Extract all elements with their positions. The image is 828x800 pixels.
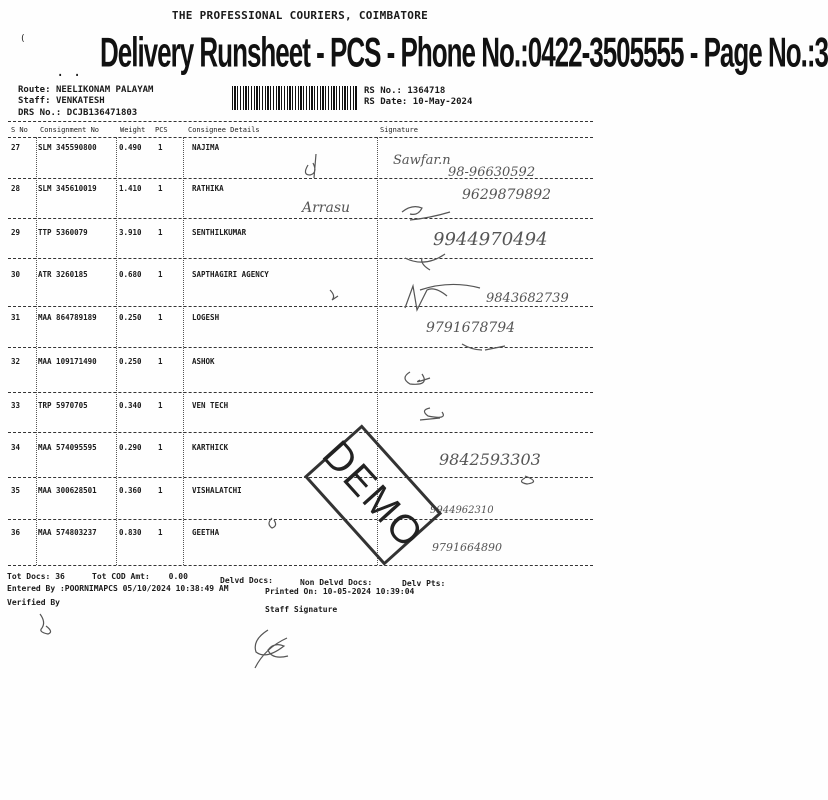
handwritten-phone: 9944962310 — [430, 505, 494, 516]
row-pcs: 1 — [158, 270, 163, 279]
row-consignment: SLM 345610019 — [38, 184, 97, 193]
rs-date-value: 10-May-2024 — [412, 97, 473, 107]
row-consignee: SAPTHAGIRI AGENCY — [192, 270, 269, 279]
delv-pts-label: Delv Pts: — [402, 579, 446, 588]
row-sno: 35 — [11, 486, 21, 495]
handwritten-phone: 9791678794 — [426, 320, 516, 336]
col-weight: Weight — [120, 126, 146, 134]
tot-cod-value: 0.00 — [168, 572, 188, 581]
row-pcs: 1 — [158, 486, 163, 495]
rs-date-line: RS Date: 10-May-2024 — [364, 97, 473, 107]
signature-scribble — [521, 476, 533, 484]
signature-scribble — [420, 408, 443, 420]
row-consignee: LOGESH — [192, 313, 220, 322]
col-consignment: Consignment No — [40, 126, 100, 134]
row-weight: 0.250 — [119, 313, 142, 322]
row-consignment: TRP 5970705 — [38, 401, 88, 410]
row-weight: 0.340 — [119, 401, 142, 410]
row-weight: 3.910 — [119, 228, 142, 237]
row-sno: 27 — [11, 143, 21, 152]
handwritten-phone: 9629879892 — [462, 187, 552, 203]
signature-scribble — [269, 518, 276, 528]
header-rule-bottom — [8, 137, 593, 138]
col-pcs: PCS — [155, 126, 168, 134]
tot-cod: Tot COD Amt: 0.00 — [92, 572, 188, 581]
company-title: THE PROFESSIONAL COURIERS, COIMBATORE — [171, 9, 429, 22]
signature-scribble — [462, 344, 505, 350]
signature-scribble — [402, 207, 450, 220]
handwritten-phone: 9944970494 — [433, 229, 548, 250]
row-pcs: 1 — [158, 228, 163, 237]
handwritten-phone: 9791664890 — [432, 541, 502, 554]
row-consignee: RATHIKA — [192, 184, 224, 193]
row-sno: 29 — [11, 228, 21, 237]
signature-scribble — [405, 284, 480, 310]
row-consignment: MAA 300628501 — [38, 486, 97, 495]
row-sno: 31 — [11, 313, 21, 322]
signature-scribble — [330, 290, 338, 300]
col-divider — [36, 137, 37, 565]
signature-scribble — [305, 154, 316, 178]
col-signature: Signature — [380, 126, 418, 134]
row-sno: 32 — [11, 357, 21, 366]
row-weight: 0.360 — [119, 486, 142, 495]
row-sno: 34 — [11, 443, 21, 452]
row-sno: 30 — [11, 270, 21, 279]
row-consignment: SLM 345590800 — [38, 143, 97, 152]
row-weight: 0.490 — [119, 143, 142, 152]
runsheet-title: Delivery Runsheet - PCS - Phone No.:0422-3505555 - Page No.:3 — [100, 28, 828, 76]
handwritten-phone: 98-96630592 — [448, 165, 536, 180]
row-pcs: 1 — [158, 357, 163, 366]
route-line: Route: NEELIKONAM PALAYAM — [18, 85, 154, 95]
row-weight: 0.680 — [119, 270, 142, 279]
barcode — [232, 86, 357, 110]
col-sno: S No — [11, 126, 28, 134]
row-consignee: ASHOK — [192, 357, 215, 366]
row-consignment: ATR 3260185 — [38, 270, 88, 279]
drs-line: DRS No.: DCJB136471803 — [18, 108, 138, 118]
row-consignment: MAA 109171490 — [38, 357, 97, 366]
handwritten-phone: 9842593303 — [439, 450, 541, 469]
tot-docs: Tot Docs: 36 — [7, 572, 65, 581]
row-pcs: 1 — [158, 528, 163, 537]
route-value: NEELIKONAM PALAYAM — [55, 85, 154, 95]
row-pcs: 1 — [158, 401, 163, 410]
staff-signature — [255, 630, 288, 668]
demo-stamp: DEMO — [304, 424, 442, 565]
row-consignee: SENTHILKUMAR — [192, 228, 247, 237]
ink-dots: . . — [56, 64, 82, 80]
row-weight: 1.410 — [119, 184, 142, 193]
row-weight: 0.250 — [119, 357, 142, 366]
row-sno: 33 — [11, 401, 21, 410]
staff-value: VENKATESH — [55, 96, 105, 106]
margin-mark: ( — [20, 34, 26, 44]
row-sno: 36 — [11, 528, 21, 537]
handwritten-name: Arrasu — [302, 200, 351, 216]
printed-on: Printed On: 10-05-2024 10:39:04 — [265, 587, 415, 596]
row-consignee: KARTHICK — [192, 443, 229, 452]
staff-line: Staff: VENKATESH — [18, 96, 105, 106]
staff-signature-label: Staff Signature — [265, 605, 338, 614]
verified-signature — [40, 614, 51, 634]
row-pcs: 1 — [158, 443, 163, 452]
row-consignment: MAA 574095595 — [38, 443, 97, 452]
row-consignee: VEN TECH — [192, 401, 229, 410]
row-consignee: NAJIMA — [192, 143, 220, 152]
drs-value: DCJB136471803 — [66, 108, 138, 118]
tot-docs-value: 36 — [55, 572, 65, 581]
handwritten-name: Sawfar.n — [393, 153, 451, 168]
row-pcs: 1 — [158, 184, 163, 193]
col-consignee: Consignee Details — [188, 126, 260, 134]
col-divider — [116, 137, 117, 565]
row-pcs: 1 — [158, 143, 163, 152]
signature-scribble — [405, 254, 445, 270]
row-pcs: 1 — [158, 313, 163, 322]
non-delvd-docs-label: Non Delvd Docs: — [300, 578, 373, 587]
rs-no-line: RS No.: 1364718 — [364, 86, 446, 96]
rs-no-value: 1364718 — [407, 86, 446, 96]
printed-on-value: 10-05-2024 10:39:04 — [322, 587, 415, 596]
signature-scribble — [405, 372, 430, 384]
header-rule-top — [8, 121, 593, 122]
row-weight: 0.290 — [119, 443, 142, 452]
entered-by: Entered By :POORNIMAPCS 05/10/2024 10:38:49 AM — [7, 584, 229, 593]
row-consignment: TTP 5360079 — [38, 228, 88, 237]
entered-by-value: POORNIMAPCS 05/10/2024 10:38:49 AM — [64, 584, 229, 593]
row-sno: 28 — [11, 184, 21, 193]
verified-by-label: Verified By — [7, 598, 60, 607]
row-consignment: MAA 864789189 — [38, 313, 97, 322]
row-consignee: VISHALATCHI — [192, 486, 242, 495]
row-consignment: MAA 574803237 — [38, 528, 97, 537]
row-consignee: GEETHA — [192, 528, 220, 537]
row-weight: 0.830 — [119, 528, 142, 537]
handwritten-phone: 9843682739 — [486, 291, 569, 306]
footer-signatures — [30, 610, 330, 690]
delvd-docs-label: Delvd Docs: — [220, 576, 273, 585]
